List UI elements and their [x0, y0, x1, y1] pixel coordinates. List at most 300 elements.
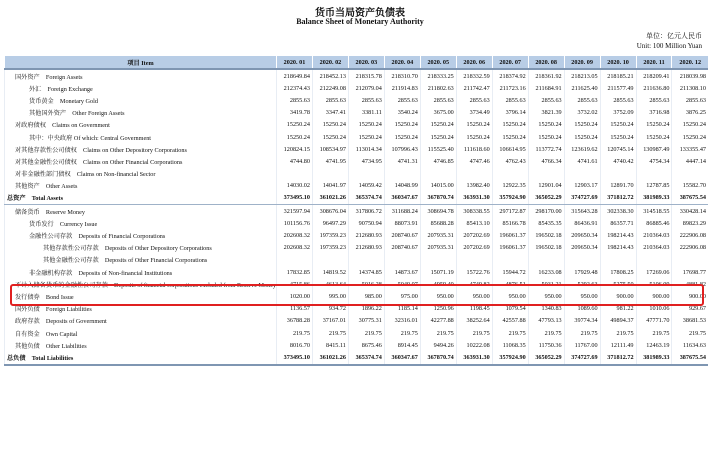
cell-value: 8016.70	[277, 339, 313, 351]
cell-value: 209650.34	[564, 242, 600, 254]
cell-value: 15250.24	[312, 119, 348, 131]
cell-value: 14015.00	[420, 180, 456, 192]
cell-value: 4747.46	[456, 155, 492, 167]
cell-value: 13982.40	[456, 180, 492, 192]
cell-value: 196502.18	[528, 242, 564, 254]
cell-value: 196061.37	[492, 242, 528, 254]
cell-value: 15250.24	[672, 119, 708, 131]
cell-value: 219.75	[456, 327, 492, 339]
cell-value: 49894.37	[600, 315, 636, 327]
cell-value: 975.00	[384, 290, 420, 302]
row-label: 储备货币 Reserve Money	[5, 205, 277, 218]
cell-value: 4741.95	[312, 155, 348, 167]
cell-value: 3796.14	[492, 107, 528, 119]
cell-value: 3716.98	[636, 107, 672, 119]
cell-value: 211636.80	[636, 82, 672, 94]
cell-value: 5016.28	[348, 278, 384, 290]
cell-value: 90750.94	[348, 217, 384, 229]
cell-value: 308676.04	[312, 205, 348, 218]
cell-value: 1340.83	[528, 303, 564, 315]
cell-value: 96497.29	[312, 217, 348, 229]
cell-value: 218374.92	[492, 69, 528, 82]
cell-value: 15250.24	[384, 119, 420, 131]
row-label: 国外资产 Foreign Assets	[5, 69, 277, 82]
table-row	[5, 155, 709, 167]
cell-value: 219.75	[636, 327, 672, 339]
cell-value: 1136.57	[277, 303, 313, 315]
cell-value: 219.75	[492, 327, 528, 339]
cell-value: 218039.98	[672, 69, 708, 82]
cell-value: 218333.25	[420, 69, 456, 82]
cell-value: 15250.24	[420, 119, 456, 131]
cell-value: 2855.63	[384, 94, 420, 106]
cell-value: 15250.24	[636, 131, 672, 143]
header-month: 2020. 01	[277, 56, 313, 69]
cell-value: 16233.08	[528, 266, 564, 278]
cell-value: 39774.34	[564, 315, 600, 327]
cell-value: 106614.95	[492, 143, 528, 155]
row-label: 货币黄金 Monetary Gold	[5, 94, 277, 106]
balance-sheet-table	[4, 56, 708, 366]
cell-value: 4749.82	[456, 278, 492, 290]
cell-value: 202608.32	[277, 229, 313, 241]
row-label: 其他金融性公司存款 Deposits of Other Financial Corporations	[5, 254, 277, 266]
cell-value	[420, 254, 456, 266]
cell-value: 3347.41	[312, 107, 348, 119]
cell-value: 210364.03	[636, 242, 672, 254]
cell-value: 297172.87	[492, 205, 528, 218]
cell-value	[600, 254, 636, 266]
cell-value: 15582.70	[672, 180, 708, 192]
cell-value	[277, 254, 313, 266]
cell-value: 14059.42	[348, 180, 384, 192]
cell-value: 8914.45	[384, 339, 420, 351]
row-label: 其他负债 Other Liabilities	[5, 339, 277, 351]
cell-value: 88073.91	[384, 217, 420, 229]
cell-value: 381989.33	[636, 192, 672, 205]
cell-value: 17929.48	[564, 266, 600, 278]
cell-value: 15250.24	[528, 119, 564, 131]
row-label: 其他存款性公司存款 Deposits of Other Depository Corporations	[5, 242, 277, 254]
table-row	[5, 119, 709, 131]
table-row	[5, 339, 709, 351]
cell-value	[672, 168, 708, 180]
cell-value: 107996.43	[384, 143, 420, 155]
cell-value: 218361.92	[528, 69, 564, 82]
cell-value: 198214.43	[600, 229, 636, 241]
cell-value: 15250.24	[492, 119, 528, 131]
header-month: 2020. 09	[564, 56, 600, 69]
table-row	[5, 143, 709, 155]
cell-value: 5275.50	[600, 278, 636, 290]
cell-value: 218452.13	[312, 69, 348, 82]
cell-value: 42557.88	[492, 315, 528, 327]
header-month: 2020. 06	[456, 56, 492, 69]
cell-value: 3381.11	[348, 107, 384, 119]
cell-value: 5049.07	[384, 278, 420, 290]
header-month: 2020. 05	[420, 56, 456, 69]
table-row	[5, 303, 709, 315]
header-item: 项目 Item	[5, 56, 277, 69]
cell-value	[672, 254, 708, 266]
cell-value: 15722.76	[456, 266, 492, 278]
cell-value	[600, 168, 636, 180]
cell-value: 11750.36	[528, 339, 564, 351]
row-label: 货币发行 Currency Issue	[5, 217, 277, 229]
row-label: 政府存款 Deposits of Government	[5, 315, 277, 327]
cell-value	[564, 168, 600, 180]
cell-value: 315643.28	[564, 205, 600, 218]
cell-value: 5031.21	[528, 278, 564, 290]
table-row	[5, 351, 709, 364]
table-row	[5, 131, 709, 143]
cell-value: 85435.35	[528, 217, 564, 229]
cell-value: 3876.25	[672, 107, 708, 119]
cell-value: 2855.63	[456, 94, 492, 106]
row-label: 其他资产 Other Assets	[5, 180, 277, 192]
cell-value: 1250.96	[420, 303, 456, 315]
row-label: 其他国外资产 Other Foreign Assets	[5, 107, 277, 119]
cell-value: 218185.21	[600, 69, 636, 82]
cell-value: 12901.04	[528, 180, 564, 192]
cell-value: 85166.78	[492, 217, 528, 229]
cell-value: 12463.19	[636, 339, 672, 351]
cell-value: 2855.63	[420, 94, 456, 106]
cell-value: 15250.24	[564, 119, 600, 131]
row-label: 自有资金 Own Capital	[5, 327, 277, 339]
page-subtitle: Balance Sheet of Monetary Authority	[296, 17, 424, 26]
cell-value: 36788.28	[277, 315, 313, 327]
cell-value: 367870.74	[420, 351, 456, 364]
cell-value: 15250.24	[600, 119, 636, 131]
cell-value: 308694.78	[420, 205, 456, 218]
cell-value: 101156.76	[277, 217, 313, 229]
cell-value: 15250.24	[492, 131, 528, 143]
cell-value: 934.72	[312, 303, 348, 315]
cell-value: 950.00	[420, 290, 456, 302]
cell-value: 15250.24	[348, 131, 384, 143]
cell-value: 3540.24	[384, 107, 420, 119]
table-row	[5, 69, 709, 82]
cell-value: 15250.24	[277, 131, 313, 143]
cell-value: 308338.55	[456, 205, 492, 218]
table-row	[5, 315, 709, 327]
row-label: 非金融机构存款 Deposits of Non-financial Institutions	[5, 266, 277, 278]
row-label: 总负债 Total Liabilities	[5, 351, 277, 364]
cell-value: 115525.40	[420, 143, 456, 155]
cell-value: 371812.72	[600, 192, 636, 205]
cell-value: 85688.28	[420, 217, 456, 229]
row-label: 国外负债 Foreign Liabilities	[5, 303, 277, 315]
cell-value: 86436.91	[564, 217, 600, 229]
cell-value: 360347.67	[384, 351, 420, 364]
row-label: 对其他金融性公司债权 Claims on Other Financial Corporations	[5, 155, 277, 167]
cell-value: 929.67	[672, 303, 708, 315]
cell-value: 4959.40	[420, 278, 456, 290]
table-row	[5, 205, 709, 218]
cell-value: 211684.91	[528, 82, 564, 94]
cell-value: 37167.01	[312, 315, 348, 327]
cell-value: 86357.71	[600, 217, 636, 229]
row-label: 外汇 Foreign Exchange	[5, 82, 277, 94]
cell-value	[277, 168, 313, 180]
cell-value: 374727.69	[564, 351, 600, 364]
cell-value: 17808.25	[600, 266, 636, 278]
cell-value: 212374.43	[277, 82, 313, 94]
table-row	[5, 192, 709, 205]
cell-value: 4715.86	[277, 278, 313, 290]
cell-value: 373495.10	[277, 351, 313, 364]
cell-value: 17832.85	[277, 266, 313, 278]
cell-value: 363931.30	[456, 192, 492, 205]
header-month: 2020. 04	[384, 56, 420, 69]
cell-value: 15250.24	[456, 131, 492, 143]
cell-value: 196061.37	[492, 229, 528, 241]
cell-value: 365374.74	[348, 351, 384, 364]
cell-value: 4740.42	[600, 155, 636, 167]
cell-value: 387675.54	[672, 192, 708, 205]
cell-value: 11767.00	[564, 339, 600, 351]
cell-value: 219.75	[384, 327, 420, 339]
cell-value: 8675.46	[348, 339, 384, 351]
cell-value: 210364.03	[636, 229, 672, 241]
row-label: 对非金融性部门债权 Claims on Non-financial Sector	[5, 168, 277, 180]
cell-value: 111618.60	[456, 143, 492, 155]
cell-value: 4881.82	[672, 278, 708, 290]
table-row	[5, 82, 709, 94]
cell-value: 211577.49	[600, 82, 636, 94]
cell-value: 321597.94	[277, 205, 313, 218]
cell-value: 14048.99	[384, 180, 420, 192]
cell-value: 212079.04	[348, 82, 384, 94]
cell-value: 2855.63	[277, 94, 313, 106]
cell-value: 900.00	[600, 290, 636, 302]
cell-value: 47771.70	[636, 315, 672, 327]
cell-value: 314518.55	[636, 205, 672, 218]
header-month: 2020. 10	[600, 56, 636, 69]
cell-value: 357924.90	[492, 351, 528, 364]
cell-value	[528, 254, 564, 266]
cell-value: 120824.15	[277, 143, 313, 155]
cell-value: 900.00	[672, 290, 708, 302]
cell-value: 1089.60	[564, 303, 600, 315]
cell-value: 363931.30	[456, 351, 492, 364]
cell-value: 113772.74	[528, 143, 564, 155]
cell-value: 207935.31	[420, 229, 456, 241]
unit-label-zh: 单位：亿元人民币	[646, 32, 702, 40]
cell-value: 311688.24	[384, 205, 420, 218]
cell-value: 218213.05	[564, 69, 600, 82]
cell-value: 219.75	[564, 327, 600, 339]
cell-value: 32316.01	[384, 315, 420, 327]
cell-value: 211742.47	[456, 82, 492, 94]
cell-value: 15250.24	[312, 131, 348, 143]
cell-value: 4447.14	[672, 155, 708, 167]
cell-value: 15250.24	[456, 119, 492, 131]
cell-value: 1079.54	[492, 303, 528, 315]
cell-value: 4744.80	[277, 155, 313, 167]
cell-value: 387675.54	[672, 351, 708, 364]
cell-value	[528, 168, 564, 180]
cell-value: 86885.46	[636, 217, 672, 229]
cell-value: 218310.70	[384, 69, 420, 82]
cell-value: 12891.70	[600, 180, 636, 192]
cell-value: 2855.63	[492, 94, 528, 106]
cell-value: 14819.52	[312, 266, 348, 278]
cell-value: 212249.08	[312, 82, 348, 94]
cell-value: 108534.97	[312, 143, 348, 155]
cell-value: 950.00	[492, 290, 528, 302]
cell-value: 1185.14	[384, 303, 420, 315]
cell-value	[312, 254, 348, 266]
row-label: 对政府债权 Claims on Government	[5, 119, 277, 131]
cell-value: 207202.69	[456, 242, 492, 254]
cell-value: 85413.10	[456, 217, 492, 229]
cell-value: 222906.08	[672, 242, 708, 254]
cell-value	[456, 168, 492, 180]
cell-value: 1020.00	[277, 290, 313, 302]
cell-value: 12903.17	[564, 180, 600, 192]
cell-value: 123619.62	[564, 143, 600, 155]
cell-value: 4613.64	[312, 278, 348, 290]
cell-value: 197359.23	[312, 229, 348, 241]
cell-value: 2855.63	[564, 94, 600, 106]
cell-value: 3675.00	[420, 107, 456, 119]
cell-value: 14374.85	[348, 266, 384, 278]
cell-value: 365052.29	[528, 351, 564, 364]
row-label: 不计入储备货币的金融性公司存款 Deposits of financial corporations excluded from Reserve Money	[5, 278, 277, 290]
cell-value	[636, 254, 672, 266]
cell-value: 14030.02	[277, 180, 313, 192]
cell-value: 317806.72	[348, 205, 384, 218]
cell-value: 15250.24	[420, 131, 456, 143]
cell-value: 1896.22	[348, 303, 384, 315]
cell-value: 2855.63	[348, 94, 384, 106]
cell-value: 12922.35	[492, 180, 528, 192]
header-month: 2020. 11	[636, 56, 672, 69]
cell-value: 381989.33	[636, 351, 672, 364]
cell-value: 985.00	[348, 290, 384, 302]
cell-value: 15944.72	[492, 266, 528, 278]
cell-value: 219.75	[600, 327, 636, 339]
cell-value: 42277.88	[420, 315, 456, 327]
cell-value: 218315.78	[348, 69, 384, 82]
cell-value: 211914.83	[384, 82, 420, 94]
cell-value: 12111.49	[600, 339, 636, 351]
cell-value: 15250.24	[528, 131, 564, 143]
table-row	[5, 278, 709, 290]
cell-value	[636, 168, 672, 180]
cell-value	[492, 254, 528, 266]
table-row	[5, 229, 709, 241]
cell-value: 373495.10	[277, 192, 313, 205]
cell-value: 8415.11	[312, 339, 348, 351]
cell-value: 219.75	[312, 327, 348, 339]
cell-value: 15250.24	[277, 119, 313, 131]
cell-value: 219.75	[277, 327, 313, 339]
cell-value: 47793.13	[528, 315, 564, 327]
cell-value: 17698.77	[672, 266, 708, 278]
header-month: 2020. 12	[672, 56, 708, 69]
cell-value	[348, 168, 384, 180]
cell-value: 202608.32	[277, 242, 313, 254]
cell-value: 15071.19	[420, 266, 456, 278]
cell-value: 4734.95	[348, 155, 384, 167]
cell-value: 950.00	[456, 290, 492, 302]
row-label: 对其他存款性公司债权 Claims on Other Depository Corporations	[5, 143, 277, 155]
cell-value: 2855.63	[600, 94, 636, 106]
header-month: 2020. 08	[528, 56, 564, 69]
unit-label-en: Unit: 100 Million Yuan	[636, 42, 702, 50]
table-row	[5, 266, 709, 278]
table-row	[5, 290, 709, 302]
cell-value: 15250.24	[600, 131, 636, 143]
cell-value: 1010.06	[636, 303, 672, 315]
cell-value: 4754.34	[636, 155, 672, 167]
cell-value: 371812.72	[600, 351, 636, 364]
table-row	[5, 217, 709, 229]
cell-value: 361021.26	[312, 192, 348, 205]
cell-value: 207202.69	[456, 229, 492, 241]
header-month: 2020. 03	[348, 56, 384, 69]
cell-value: 211723.16	[492, 82, 528, 94]
cell-value: 367870.74	[420, 192, 456, 205]
cell-value: 950.00	[564, 290, 600, 302]
cell-value: 212680.93	[348, 242, 384, 254]
cell-value: 15250.24	[672, 131, 708, 143]
cell-value: 330428.14	[672, 205, 708, 218]
cell-value: 219.75	[420, 327, 456, 339]
cell-value: 30775.31	[348, 315, 384, 327]
cell-value: 4746.85	[420, 155, 456, 167]
cell-value: 211802.63	[420, 82, 456, 94]
page-title: 货币当局资产负债表	[315, 8, 405, 19]
cell-value	[456, 254, 492, 266]
cell-value: 14041.97	[312, 180, 348, 192]
cell-value: 38252.64	[456, 315, 492, 327]
cell-value: 15250.24	[636, 119, 672, 131]
cell-value: 900.00	[636, 290, 672, 302]
cell-value: 198214.43	[600, 242, 636, 254]
header-month: 2020. 07	[492, 56, 528, 69]
row-label: 发行债券 Bond Issue	[5, 290, 277, 302]
cell-value	[384, 168, 420, 180]
cell-value: 14873.67	[384, 266, 420, 278]
cell-value: 365374.74	[348, 192, 384, 205]
cell-value: 5292.63	[564, 278, 600, 290]
cell-value: 15250.24	[384, 131, 420, 143]
cell-value: 11634.63	[672, 339, 708, 351]
cell-value: 113014.34	[348, 143, 384, 155]
cell-value: 218649.84	[277, 69, 313, 82]
cell-value	[420, 168, 456, 180]
header-month: 2020. 02	[312, 56, 348, 69]
cell-value: 365052.29	[528, 192, 564, 205]
cell-value: 38681.53	[672, 315, 708, 327]
cell-value: 995.00	[312, 290, 348, 302]
cell-value: 208740.67	[384, 242, 420, 254]
cell-value: 357924.90	[492, 192, 528, 205]
cell-value: 5106.09	[636, 278, 672, 290]
cell-value: 219.75	[348, 327, 384, 339]
table-row	[5, 107, 709, 119]
table-row	[5, 168, 709, 180]
cell-value: 197359.23	[312, 242, 348, 254]
row-label: 金融性公司存款 Deposits of Financial Corporations	[5, 229, 277, 241]
cell-value: 11068.35	[492, 339, 528, 351]
table-row	[5, 94, 709, 106]
cell-value: 360347.67	[384, 192, 420, 205]
